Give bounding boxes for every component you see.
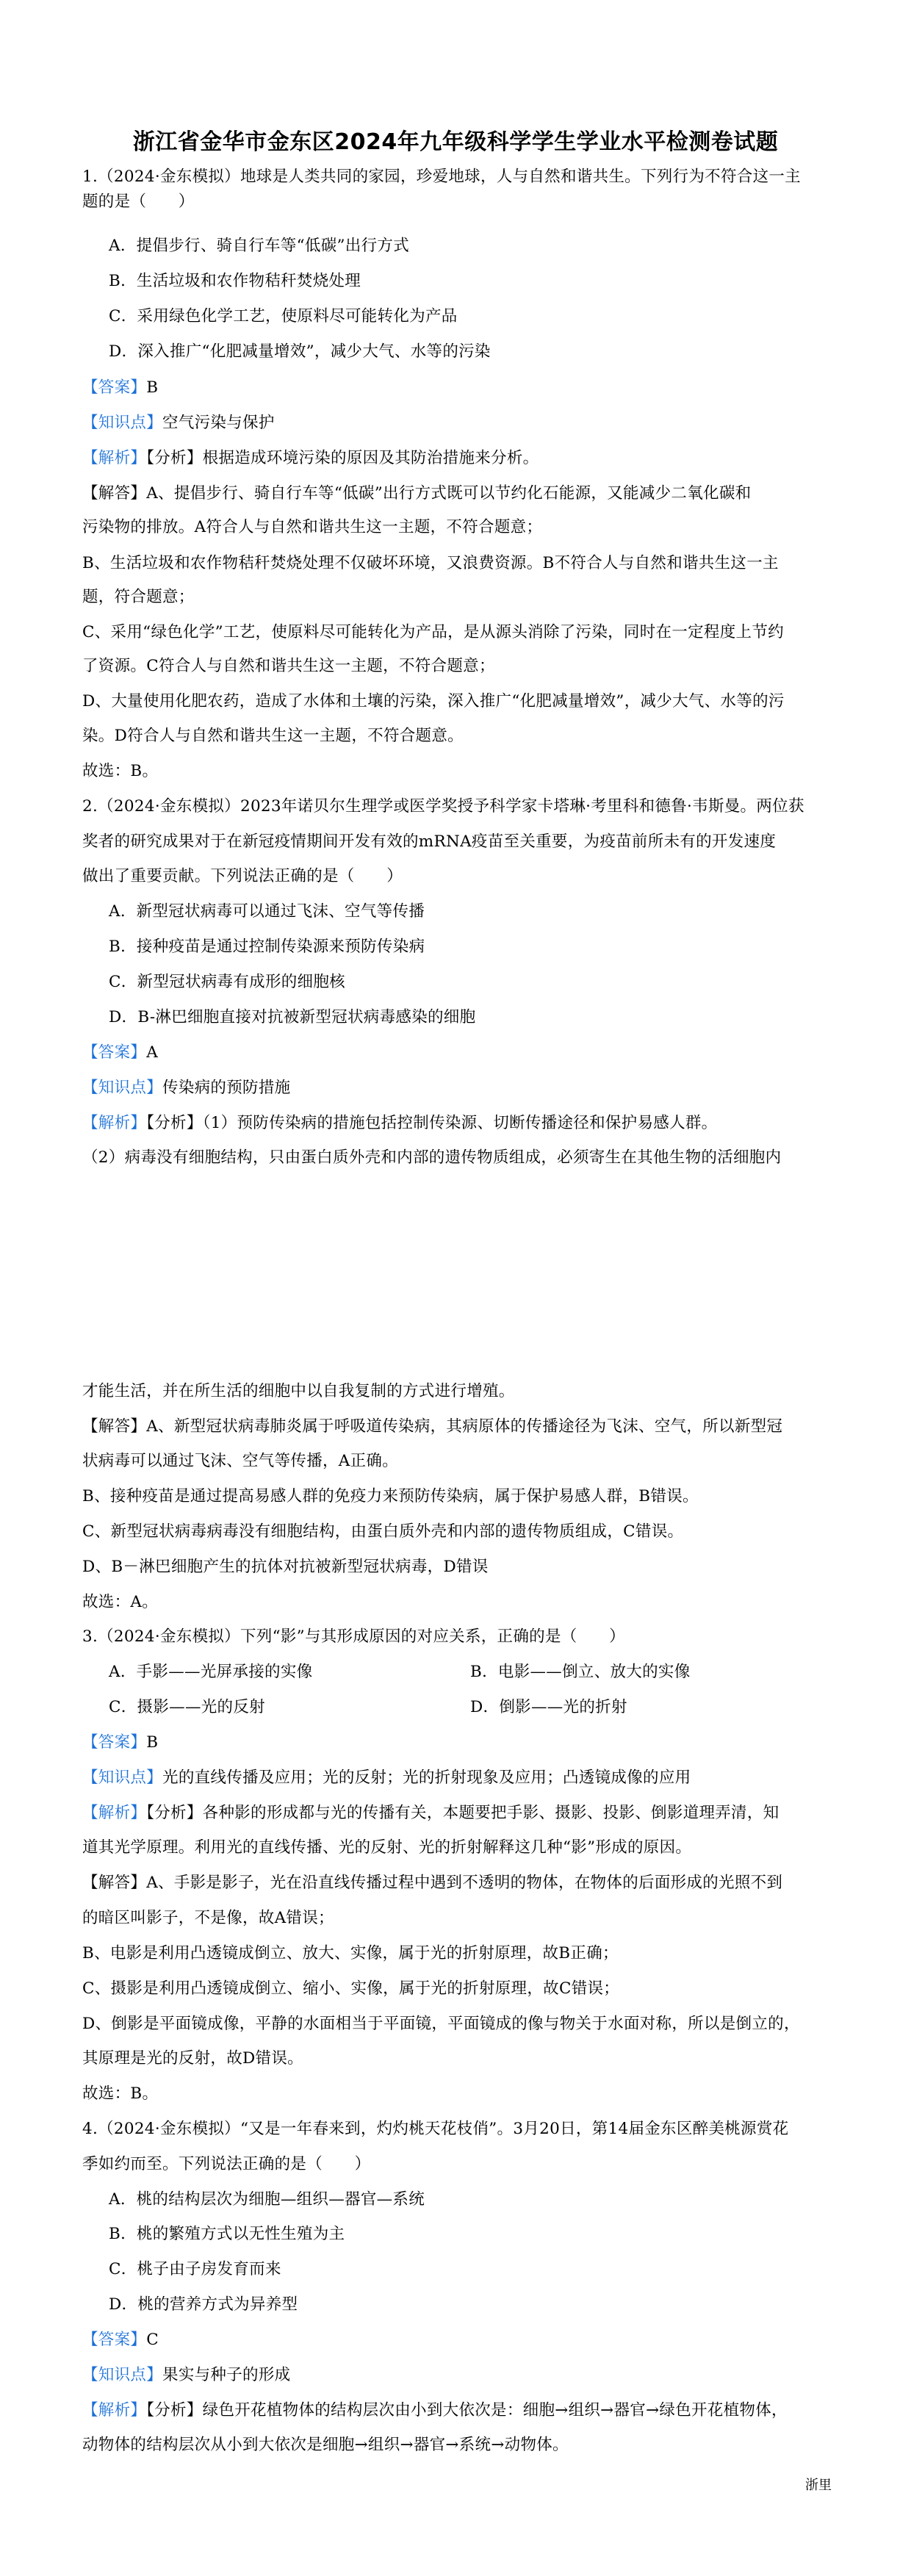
q4-option-a: A．桃的结构层次为细胞—组织—器官—系统: [109, 2190, 425, 2209]
q4-option-b: B．桃的繁殖方式以无性生殖为主: [109, 2225, 345, 2243]
q3-option-b: B．电影——倒立、放大的实像: [470, 1663, 691, 1681]
q1-conclusion: 故选：B。: [82, 762, 159, 780]
answer-value: B: [146, 1733, 159, 1752]
q2-stem-line1: 2.（2024·金东模拟）2023年诺贝尔生理学或医学奖授予科学家卡塔琳·考里科和德鲁·韦斯曼。两位获: [82, 797, 804, 816]
q3-option-c: C．摄影——光的反射: [109, 1698, 265, 1716]
q2-option-d: D．B-淋巴细胞直接对抗被新型冠状病毒感染的细胞: [109, 1008, 476, 1026]
analysis-text: 【分析】根据造成环境污染的原因及其防治措施来分析。: [146, 449, 539, 467]
q3-solution-line3: B、电影是利用凸透镜成倒立、放大、实像，属于光的折射原理，故B正确；: [82, 1944, 619, 1962]
q3-solution-line4: C、摄影是利用凸透镜成倒立、缩小、实像，属于光的折射原理，故C错误；: [82, 1979, 620, 1998]
answer-value: B: [146, 378, 159, 397]
page-title: 浙江省金华市金东区2024年九年级科学学生学业水平检测卷试题: [132, 129, 779, 155]
knowledge-value: 传染病的预防措施: [162, 1079, 291, 1097]
q1-solution-line5: C、采用“绿色化学”工艺，使原料尽可能转化为产品，是从源头消除了污染，同时在一定程度上节约: [82, 623, 784, 641]
analysis-text: 【分析】各种影的形成都与光的传播有关，本题要把手影、摄影、投影、倒影道理弄清，知: [146, 1804, 779, 1822]
page-footer: 浙里: [805, 2478, 832, 2493]
analysis-tag: 【解析】: [82, 2401, 147, 2420]
q2-solution-line2: 状病毒可以通过飞沫、空气等传播，A正确。: [82, 1452, 399, 1470]
knowledge-tag: 【知识点】: [82, 414, 163, 432]
q4-analysis: [82, 2400, 832, 2422]
analysis-tag: 【解析】: [82, 1114, 147, 1132]
q1-solution-line4: 题，符合题意；: [82, 588, 195, 606]
q3-analysis: [82, 1802, 832, 1824]
q1-solution-line7: D、大量使用化肥农药，造成了水体和土壤的污染，深入推广“化肥减量增效”，减少大气、水等的污: [82, 692, 785, 710]
q3-conclusion: 故选：B。: [82, 2084, 159, 2103]
q2-conclusion: 故选：A。: [82, 1593, 159, 1611]
q1-option-a: A．提倡步行、骑自行车等“低碳”出行方式: [109, 237, 410, 255]
answer-value: C: [146, 2331, 159, 2349]
q2-option-c: C．新型冠状病毒有成形的细胞核: [109, 973, 345, 991]
analysis-tag: 【解析】: [82, 1804, 147, 1822]
answer-tag: 【答案】: [82, 1733, 147, 1752]
q2-stem-line3: 做出了重要贡献。下列说法正确的是（ ）: [82, 867, 403, 885]
analysis-text: 【分析】绿色开花植物体的结构层次由小到大依次是：细胞→组织→器官→绿色开花植物体，: [146, 2401, 788, 2420]
q1-stem-line2: 题的是（ ）: [82, 193, 195, 211]
q2-analysis-line2: （2）病毒没有细胞结构，只由蛋白质外壳和内部的遗传物质组成，必须寄生在其他生物的活细胞内: [82, 1148, 782, 1167]
q2-analysis-line3: 才能生活，并在所生活的细胞中以自我复制的方式进行增殖。: [82, 1382, 515, 1400]
q2-option-a: A．新型冠状病毒可以通过飞沫、空气等传播: [109, 902, 425, 921]
q3-knowledge-point: [82, 1767, 832, 1789]
q2-stem-line2: 奖者的研究成果对于在新冠疫情期间开发有效的mRNA疫苗至关重要，为疫苗前所未有的开发速度: [82, 832, 777, 851]
q2-solution-line4: C、新型冠状病毒病毒没有细胞结构，由蛋白质外壳和内部的遗传物质组成，C错误。: [82, 1522, 684, 1541]
q3-option-a: A．手影——光屏承接的实像: [109, 1663, 313, 1681]
q4-knowledge-point: [82, 2364, 832, 2386]
answer-tag: 【答案】: [82, 378, 147, 397]
q3-solution-line2: 的暗区叫影子，不是像，故A错误；: [82, 1909, 334, 1927]
knowledge-tag: 【知识点】: [82, 1079, 163, 1097]
q2-answer: [82, 1042, 832, 1064]
q1-analysis: [82, 447, 832, 469]
q4-analysis-line2: 动物体的结构层次从小到大依次是细胞→组织→器官→系统→动物体。: [82, 2436, 569, 2454]
knowledge-tag: 【知识点】: [82, 2366, 163, 2384]
q2-option-b: B．接种疫苗是通过控制传染源来预防传染病: [109, 938, 425, 956]
q3-stem-line1: 3.（2024·金东模拟）下列“影”与其形成原因的对应关系，正确的是（ ）: [82, 1627, 625, 1646]
q4-answer: [82, 2329, 832, 2351]
q2-knowledge-point: [82, 1077, 832, 1099]
q2-analysis: [82, 1112, 832, 1134]
q1-answer: [82, 377, 832, 399]
q2-solution-line1: 【解答】A、新型冠状病毒肺炎属于呼吸道传染病，其病原体的传播途径为飞沫、空气，所以新型冠: [82, 1417, 783, 1436]
q3-solution-line5: D、倒影是平面镜成像，平静的水面相当于平面镜，平面镜成的像与物关于水面对称，所以是倒立的，: [82, 2015, 800, 2033]
answer-tag: 【答案】: [82, 1043, 147, 1062]
q1-stem-line1: 1.（2024·金东模拟）地球是人类共同的家园，珍爱地球，人与自然和谐共生。下列行为不符合这一主: [82, 168, 801, 186]
q1-knowledge-point: [82, 412, 832, 434]
q1-solution-line1: 【解答】A、提倡步行、骑自行车等“低碳”出行方式既可以节约化石能源，又能减少二氧化碳和: [82, 484, 752, 503]
knowledge-value: 光的直线传播及应用；光的反射；光的折射现象及应用；凸透镜成像的应用: [162, 1769, 691, 1787]
q1-option-c: C．采用绿色化学工艺，使原料尽可能转化为产品: [109, 307, 458, 325]
q1-option-b: B．生活垃圾和农作物秸秆焚烧处理: [109, 272, 361, 290]
q3-answer: [82, 1732, 832, 1754]
q4-option-c: C．桃子由子房发育而来: [109, 2260, 281, 2278]
q3-analysis-line2: 道其光学原理。利用光的直线传播、光的反射、光的折射解释这几种“影”形成的原因。: [82, 1838, 692, 1857]
knowledge-tag: 【知识点】: [82, 1769, 163, 1787]
q1-solution-line3: B、生活垃圾和农作物秸秆焚烧处理不仅破坏环境，又浪费资源。B不符合人与自然和谐共生这一主: [82, 554, 779, 572]
q3-option-d: D．倒影——光的折射: [470, 1698, 627, 1716]
q4-option-d: D．桃的营养方式为异养型: [109, 2295, 298, 2314]
q1-option-d: D．深入推广“化肥减量增效”，减少大气、水等的污染: [109, 342, 491, 361]
knowledge-value: 空气污染与保护: [162, 414, 275, 432]
analysis-text: 【分析】（1）预防传染病的措施包括控制传染源、切断传播途径和保护易感人群。: [146, 1114, 718, 1132]
q3-solution-line6: 其原理是光的反射，故D错误。: [82, 2049, 303, 2068]
q1-solution-line2: 污染物的排放。A符合人与自然和谐共生这一主题，不符合题意；: [82, 518, 543, 536]
analysis-tag: 【解析】: [82, 449, 147, 467]
q1-solution-line6: 了资源。C符合人与自然和谐共生这一主题，不符合题意；: [82, 657, 495, 675]
knowledge-value: 果实与种子的形成: [162, 2366, 291, 2384]
q4-stem-line1: 4.（2024·金东模拟）“又是一年春来到，灼灼桃天花枝俏”。3月20日，第14届金东区醉美桃源赏花: [82, 2120, 789, 2138]
q3-solution-line1: 【解答】A、手影是影子，光在沿直线传播过程中遇到不透明的物体，在物体的后面形成的光照不到: [82, 1874, 783, 1892]
answer-tag: 【答案】: [82, 2331, 147, 2349]
q2-solution-line3: B、接种疫苗是通过提高易感人群的免疫力来预防传染病，属于保护易感人群，B错误。: [82, 1487, 699, 1505]
q1-solution-line8: 染。D符合人与自然和谐共生这一主题，不符合题意。: [82, 727, 464, 745]
q2-solution-line5: D、B－淋巴细胞产生的抗体对抗被新型冠状病毒，D错误: [82, 1558, 489, 1576]
answer-value: A: [146, 1043, 159, 1062]
q4-stem-line2: 季如约而至。下列说法正确的是（ ）: [82, 2155, 371, 2173]
